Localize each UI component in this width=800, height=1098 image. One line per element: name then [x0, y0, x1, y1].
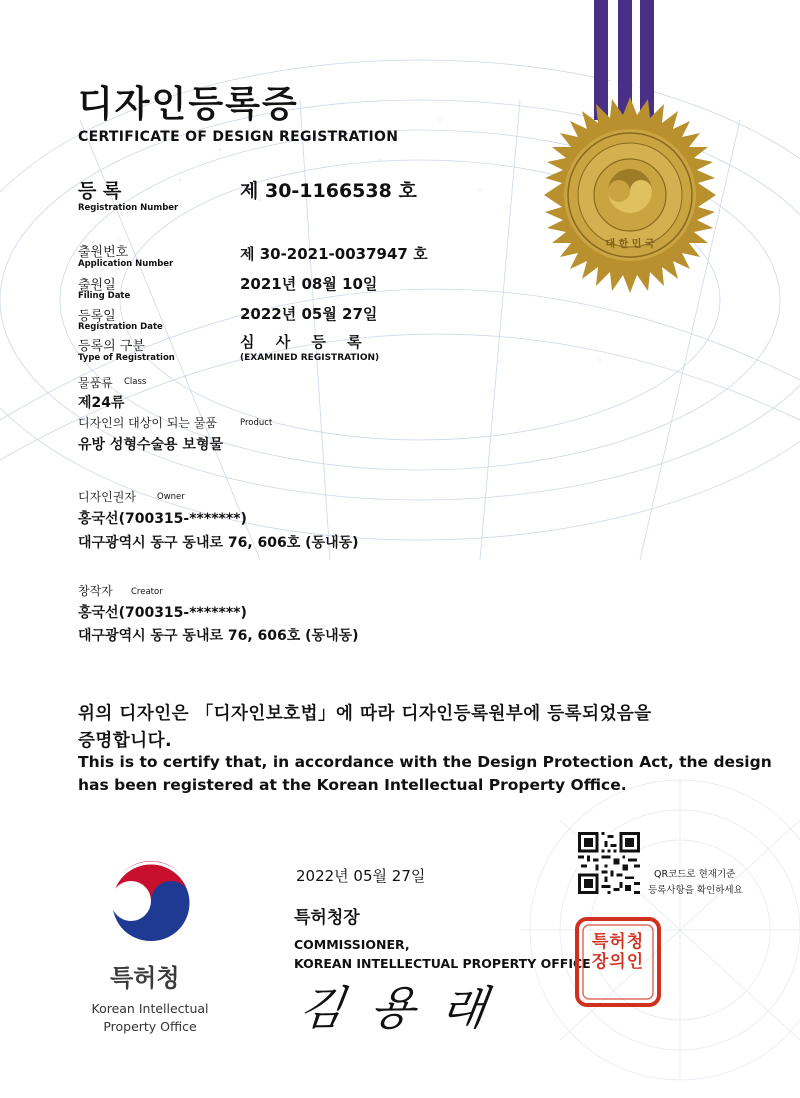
application-number-label-ko: 출원번호 [78, 245, 129, 260]
qr-code[interactable] [578, 832, 640, 894]
application-number-value: 제 30-2021-0037947 호 [240, 245, 428, 263]
statement-ko-line-2: 증명합니다. [78, 731, 173, 751]
application-number-label-en: Application Number [78, 259, 174, 269]
creator-label-ko: 창작자 [78, 584, 113, 598]
owner-address: 대구광역시 동구 동내로 76, 606호 (동내동) [78, 535, 359, 551]
office-name-en-1: Korean Intellectual [91, 1001, 209, 1016]
statement-en-line-1: This is to certify that, in accordance with the Design Protection Act, the design [78, 753, 772, 771]
registration-type-value: 심 사 등 록 [240, 333, 370, 351]
office-name-ko: 특허청 [110, 964, 180, 992]
qr-caption-line-1: QR코드로 현재기준 [654, 869, 736, 880]
certificate-title-en: CERTIFICATE OF DESIGN REGISTRATION [78, 129, 399, 145]
registration-number-value: 제 30-1166538 호 [240, 180, 417, 202]
product-label-ko: 디자인의 대상이 되는 물품 [78, 416, 217, 430]
commissioner-title-ko: 특허청장 [294, 908, 360, 928]
statement-en-line-2: has been registered at the Korean Intellectual Property Office. [78, 776, 627, 794]
stamp-text: 특허청장의인 [591, 932, 645, 972]
owner-label-ko: 디자인권자 [78, 490, 136, 504]
class-label-ko: 물품류 [78, 376, 113, 390]
product-label-en: Product [240, 418, 273, 428]
statement-ko-line-1: 위의 디자인은 「디자인보호법」에 따라 디자인등록원부에 등록되었음을 [78, 704, 652, 724]
product-value: 유방 성형수술용 보형물 [78, 437, 223, 453]
registration-date-label-ko: 등록일 [78, 309, 116, 324]
creator-label-en: Creator [131, 587, 163, 597]
filing-date-label-ko: 출원일 [78, 278, 116, 293]
filing-date-label-en: Filing Date [78, 291, 131, 301]
class-label-en: Class [124, 377, 147, 387]
commissioner-signature: 김 용 래 [295, 981, 496, 1035]
certificate-title-ko: 디자인등록증 [78, 84, 299, 125]
registration-number-label-ko: 등 록 [78, 180, 122, 202]
creator-address: 대구광역시 동구 동내로 76, 606호 (동내동) [78, 628, 359, 644]
registration-date-value: 2022년 05월 27일 [240, 305, 378, 323]
issue-date: 2022년 05월 27일 [296, 867, 426, 885]
filing-date-value: 2021년 08월 10일 [240, 275, 378, 293]
commissioner-title-en-2: KOREAN INTELLECTUAL PROPERTY OFFICE [294, 956, 591, 971]
medal-text: 대 한 민 국 [605, 239, 655, 250]
registration-date-label-en: Registration Date [78, 322, 163, 332]
creator-name: 홍국선(700315-*******) [78, 605, 247, 621]
commissioner-title-en-1: COMMISSIONER, [294, 937, 410, 952]
gold-seal [530, 95, 730, 295]
qr-caption-line-2: 등록사항을 확인하세요 [648, 885, 743, 896]
official-stamp [574, 916, 662, 1008]
owner-name: 홍국선(700315-*******) [78, 511, 247, 527]
kipo-logo-icon [103, 855, 199, 951]
owner-label-en: Owner [157, 492, 185, 502]
class-value: 제24류 [78, 395, 125, 411]
registration-type-label-ko: 등록의 구분 [78, 339, 145, 354]
office-name-en-2: Property Office [103, 1019, 197, 1034]
registration-type-value-en: (EXAMINED REGISTRATION) [240, 353, 380, 363]
registration-type-label-en: Type of Registration [78, 353, 175, 363]
registration-number-label-en: Registration Number [78, 203, 179, 213]
